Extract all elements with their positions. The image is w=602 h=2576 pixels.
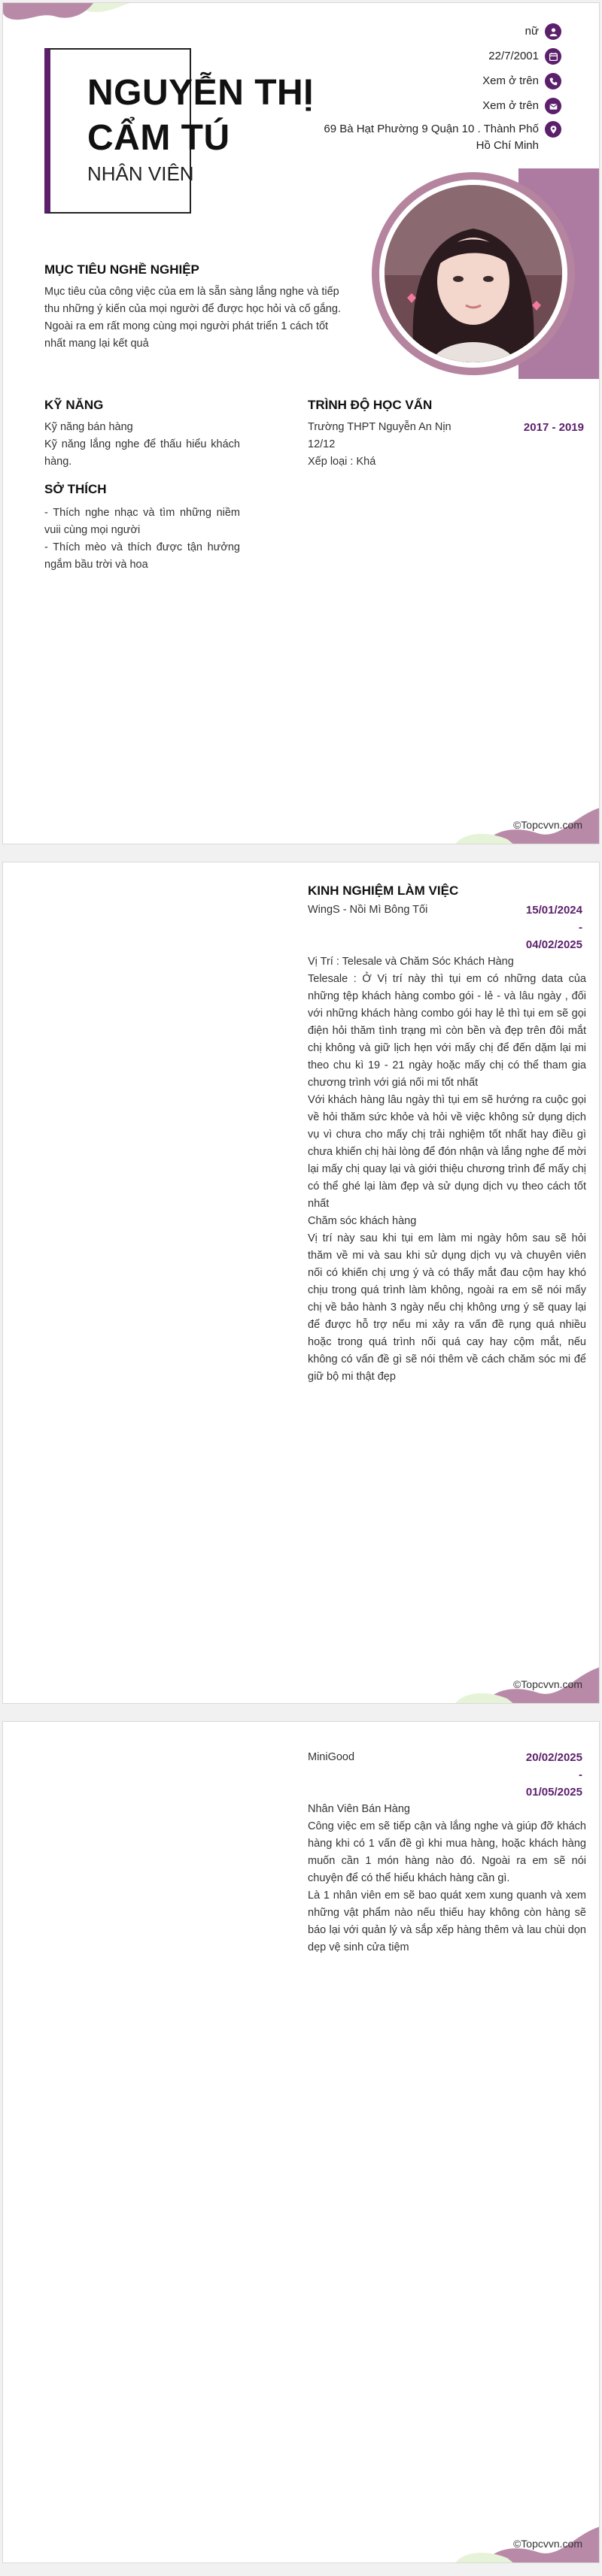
skills-list [44, 419, 240, 471]
decorative-blob-top [3, 3, 131, 26]
job1-dates [526, 902, 582, 953]
calendar-icon [545, 48, 561, 65]
job2-date-end: 01/05/2025 [525, 1786, 582, 1799]
profile-photo [385, 185, 562, 362]
job1-description [308, 953, 586, 1386]
job1-date-end: 04/02/2025 [525, 938, 582, 951]
address-text: 69 Bà Hạt Phường 9 Quận 10 . Thành Phố Hồ Chí Minh [324, 123, 539, 152]
gender-text: nữ [524, 25, 539, 38]
hobbies-title: SỞ THÍCH [44, 482, 107, 496]
school-name: Trường THPT Nguyễn An Nịn [308, 421, 451, 433]
skill-item: Kỹ năng lắng nghe để thấu hiểu khách hàng. [44, 438, 240, 468]
hobby-item: - Thích nghe nhạc và tìm những niềm vuii cùng mọi người [44, 507, 240, 536]
contact-email [482, 98, 561, 114]
resume-page-2 [2, 862, 600, 1704]
job2-date-dash: - [579, 1768, 582, 1781]
job1-paragraph: Vị trí này sau khi tụi em làm mi ngày hôm sau sẽ hỏi thăm về mi và sau khi sử dụng dịch vụ và chuyên viên nối có khiến chị ưng ý và có thấy mắt đau cộm hay khó chịu trong quá trình làm không, ngoài ra em sẽ nói mấy chị về bảo hành 3 ngày nếu chị không ưng ý sẽ quay lại để được hỗ trợ nếu mi xảy ra vấn đề rụng quá nhiều hoặc trong quá trình nối quá cay hay cộm mắt, nếu không có vấn đề gì sẽ nói thêm về cách chăm sóc mi để giữ bộ mi thật đẹp [308, 1232, 586, 1383]
job1-paragraph: Telesale : Ở Vị trí này thì tụi em có những data của những tệp khách hàng combo gói - lẻ - và lâu ngày , đối với những khách hàng combo gói hay lẻ thì tụi em sẽ gọi điện hỏi thăm tình trạng mì còn bền và đẹp trên đôi mắt chị không và giữ lịch hẹn với mấy chị để đến dặm lại mi theo chu kì 19 - 21 ngày hoặc mấy chị có thể tham gia chương trình với giá nối mi tốt nhất [308, 973, 586, 1089]
experience-title: KINH NGHIỆM LÀM VIỆC [308, 883, 459, 898]
birthday-text: 22/7/2001 [488, 50, 539, 62]
job1-position: Vị Trí : Telesale và Chăm Sóc Khách Hàng [308, 956, 514, 968]
contact-gender [525, 23, 561, 40]
job2-position: Nhân Viên Bán Hàng [308, 1803, 410, 1815]
job2-paragraph: Là 1 nhân viên em sẽ bao quát xem xung quanh và xem những vật phẩm nào nếu thiếu hay không còn hàng sẽ báo lại với quản lý và sắp xếp hàng thêm và lau chùi dọn dẹp vệ sinh cửa tiệm [308, 1890, 586, 1953]
objective-text: Mục tiêu của công việc của em là sẵn sàng lắng nghe và tiếp thu những ý kiến của mọi người để được học hỏi và cố gắng. Ngoài ra em rất mong cùng mọi người phát triển 1 cách tốt nhất mang lại kết quả [44, 286, 341, 350]
job2-description [308, 1801, 586, 1956]
education-title: TRÌNH ĐỘ HỌC VẤN [308, 398, 433, 412]
location-icon [545, 121, 561, 138]
school-rank: Xếp loại : Khá [308, 456, 376, 468]
hobby-item: - Thích mèo và thích được tận hưởng ngắm bầu trời và hoa [44, 541, 240, 571]
job1-paragraph: Với khách hàng lâu ngày thì tụi em sẽ hướng ra cuộc gọi về hỏi thăm sức khỏe và hỏi về việc không sử dụng dịch vụ vì chưa cho mấy chị trải nghiệm tốt nhất hay điều gì chưa khiến chị hài lòng để đón nhận và lắng nghe để mời lại mấy chị quay lại và giới thiệu chương trình để mấy chị có thể ghé lại làm đẹp và sử dụng dịch vụ theo cách tốt nhất [308, 1094, 586, 1210]
skills-title: KỸ NĂNG [44, 398, 104, 412]
job2-paragraph: Công việc em sẽ tiếp cận và lắng nghe và giúp đỡ khách hàng khi có 1 vấn đề gì khi mua hàng, hoặc khách hàng muốn cần 1 món hàng nào đó. Ngoài ra em sẽ nói chuyện để có thể hiểu khách hàng cần gì. [308, 1820, 586, 1884]
resume-page-1 [2, 2, 600, 844]
hobbies-list [44, 505, 240, 574]
full-name [87, 71, 343, 161]
job2-company: MiniGood [308, 1751, 355, 1763]
phone-icon [545, 73, 561, 89]
name-line-1: NGUYỄN THỊ [87, 73, 315, 113]
mail-icon [545, 98, 561, 114]
email-text[interactable]: Xem ở trên [482, 99, 539, 112]
job2-dates [526, 1749, 582, 1801]
education-details [308, 419, 488, 471]
contact-phone [482, 73, 561, 89]
job1-date-start: 15/01/2024 [525, 904, 582, 917]
skill-item: Kỹ năng bán hàng [44, 421, 133, 433]
name-line-2: CẨM TÚ [87, 118, 230, 158]
job1-company: WingS - Nồi Mì Bông Tối [308, 904, 428, 916]
footer-brand[interactable]: ©Topcvvn.com [512, 1678, 582, 1690]
objective-title: MỤC TIÊU NGHỀ NGHIỆP [44, 262, 199, 277]
person-icon [545, 23, 561, 40]
job-role: NHÂN VIÊN [87, 162, 194, 185]
job1-subsection-title: Chăm sóc khách hàng [308, 1215, 417, 1227]
footer-brand[interactable]: ©Topcvvn.com [512, 2538, 582, 2550]
job2-date-start: 20/02/2025 [525, 1751, 582, 1764]
contact-address [313, 121, 561, 154]
contact-birthday [488, 48, 561, 65]
phone-text[interactable]: Xem ở trên [482, 74, 539, 87]
resume-page-3 [2, 1721, 600, 2563]
job1-date-dash: - [579, 921, 582, 934]
footer-brand[interactable]: ©Topcvvn.com [512, 819, 582, 831]
education-period: 2017 - 2019 [523, 421, 584, 434]
school-grade: 12/12 [308, 438, 336, 450]
